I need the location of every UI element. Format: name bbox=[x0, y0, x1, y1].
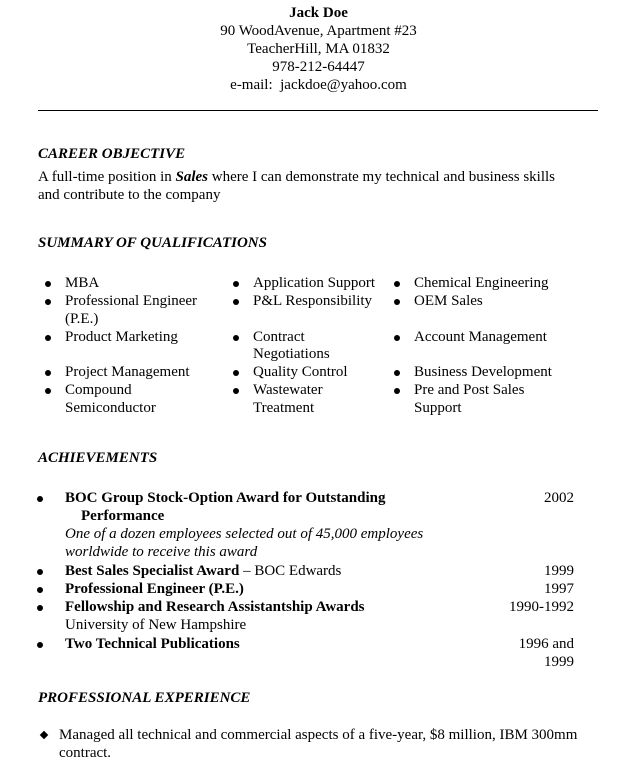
bullet-icon bbox=[394, 370, 400, 376]
bullet-icon bbox=[394, 335, 400, 341]
qual-item: Contract bbox=[253, 329, 305, 345]
bullet-icon bbox=[233, 281, 239, 287]
bullet-icon bbox=[394, 388, 400, 394]
objective-line-1 bbox=[38, 168, 555, 186]
qual-item-cont: Semiconductor bbox=[65, 400, 156, 416]
bullet-icon bbox=[45, 388, 51, 394]
objective-heading: CAREER OBJECTIVE bbox=[38, 146, 186, 162]
diamond-bullet-icon bbox=[40, 731, 48, 739]
achievement-award-name: Best Sales Specialist Award bbox=[65, 563, 240, 579]
experience-item-cont: contract. bbox=[59, 745, 112, 761]
bullet-icon bbox=[45, 370, 51, 376]
bullet-icon bbox=[45, 281, 51, 287]
qual-item: Project Management bbox=[65, 364, 190, 380]
objective-rest: where I can demonstrate my technical and business skills bbox=[208, 169, 556, 185]
qual-item-cont: Negotiations bbox=[253, 346, 330, 362]
achievement-title-cont: Performance bbox=[81, 508, 165, 524]
achievement-title: Professional Engineer (P.E.) bbox=[65, 581, 244, 597]
phone-number: 978-212-64447 bbox=[272, 59, 365, 75]
bullet-icon bbox=[394, 281, 400, 287]
qual-item: Wastewater bbox=[253, 382, 323, 398]
qual-item: Product Marketing bbox=[65, 329, 178, 345]
achievement-year: 1999 bbox=[544, 563, 574, 579]
qual-item: Account Management bbox=[414, 329, 547, 345]
bullet-icon bbox=[37, 496, 43, 502]
achievement-year-cont: 1999 bbox=[544, 654, 574, 670]
bullet-icon bbox=[37, 587, 43, 593]
qual-item: Application Support bbox=[253, 275, 376, 291]
bullet-icon bbox=[233, 388, 239, 394]
achievement-year: 1990-1992 bbox=[509, 599, 574, 615]
qualifications-heading: SUMMARY OF QUALIFICATIONS bbox=[38, 235, 267, 251]
email-label: e-mail: bbox=[230, 77, 273, 93]
achievement-year: 1997 bbox=[544, 581, 574, 597]
bullet-icon bbox=[233, 370, 239, 376]
achievement-desc: University of New Hampshire bbox=[65, 617, 247, 633]
qual-item: Business Development bbox=[414, 364, 552, 380]
bullet-icon bbox=[37, 569, 43, 575]
qual-item: P&L Responsibility bbox=[253, 293, 373, 309]
achievement-year: 2002 bbox=[544, 490, 574, 506]
experience-heading: PROFESSIONAL EXPERIENCE bbox=[38, 690, 251, 706]
address-line-1: 90 WoodAvenue, Apartment #23 bbox=[220, 23, 417, 39]
qual-item: Pre and Post Sales bbox=[414, 382, 525, 398]
achievement-year: 1996 and bbox=[518, 636, 574, 652]
qual-item: MBA bbox=[65, 275, 100, 291]
achievement-title: Two Technical Publications bbox=[65, 636, 240, 652]
achievement-title: BOC Group Stock-Option Award for Outstanding bbox=[65, 490, 386, 506]
qual-item: Quality Control bbox=[253, 364, 348, 380]
achievement-award-org: – BOC Edwards bbox=[239, 563, 342, 579]
bullet-icon bbox=[45, 335, 51, 341]
objective-prefix: A full-time position in bbox=[38, 169, 176, 185]
objective-field: Sales bbox=[175, 169, 209, 185]
bullet-icon bbox=[37, 605, 43, 611]
email-line bbox=[0, 76, 637, 94]
qual-item-cont: Support bbox=[414, 400, 462, 416]
bullet-icon bbox=[45, 299, 51, 305]
achievement-title: Fellowship and Research Assistantship Awards bbox=[65, 599, 365, 615]
header-divider bbox=[38, 110, 598, 111]
email-address: jackdoe@yahoo.com bbox=[280, 77, 407, 93]
qual-item: Compound bbox=[65, 382, 132, 398]
bullet-icon bbox=[233, 335, 239, 341]
bullet-icon bbox=[394, 299, 400, 305]
bullet-icon bbox=[37, 642, 43, 648]
achievement-desc: One of a dozen employees selected out of 45,000 employees bbox=[65, 526, 424, 542]
qual-item: Professional Engineer bbox=[65, 293, 198, 309]
qual-item: OEM Sales bbox=[414, 293, 483, 309]
qual-item-cont: Treatment bbox=[253, 400, 315, 416]
achievement-desc: worldwide to receive this award bbox=[65, 544, 258, 560]
qual-item-cont: (P.E.) bbox=[65, 311, 99, 327]
experience-item: Managed all technical and commercial aspects of a five-year, $8 million, IBM 300mm bbox=[59, 727, 578, 743]
bullet-icon bbox=[233, 299, 239, 305]
objective-line-2: and contribute to the company bbox=[38, 187, 221, 203]
qual-item: Chemical Engineering bbox=[414, 275, 549, 291]
achievements-heading: ACHIEVEMENTS bbox=[38, 450, 158, 466]
resume-name: Jack Doe bbox=[289, 5, 348, 21]
achievement-title bbox=[65, 562, 341, 580]
address-line-2: TeacherHill, MA 01832 bbox=[247, 41, 390, 57]
